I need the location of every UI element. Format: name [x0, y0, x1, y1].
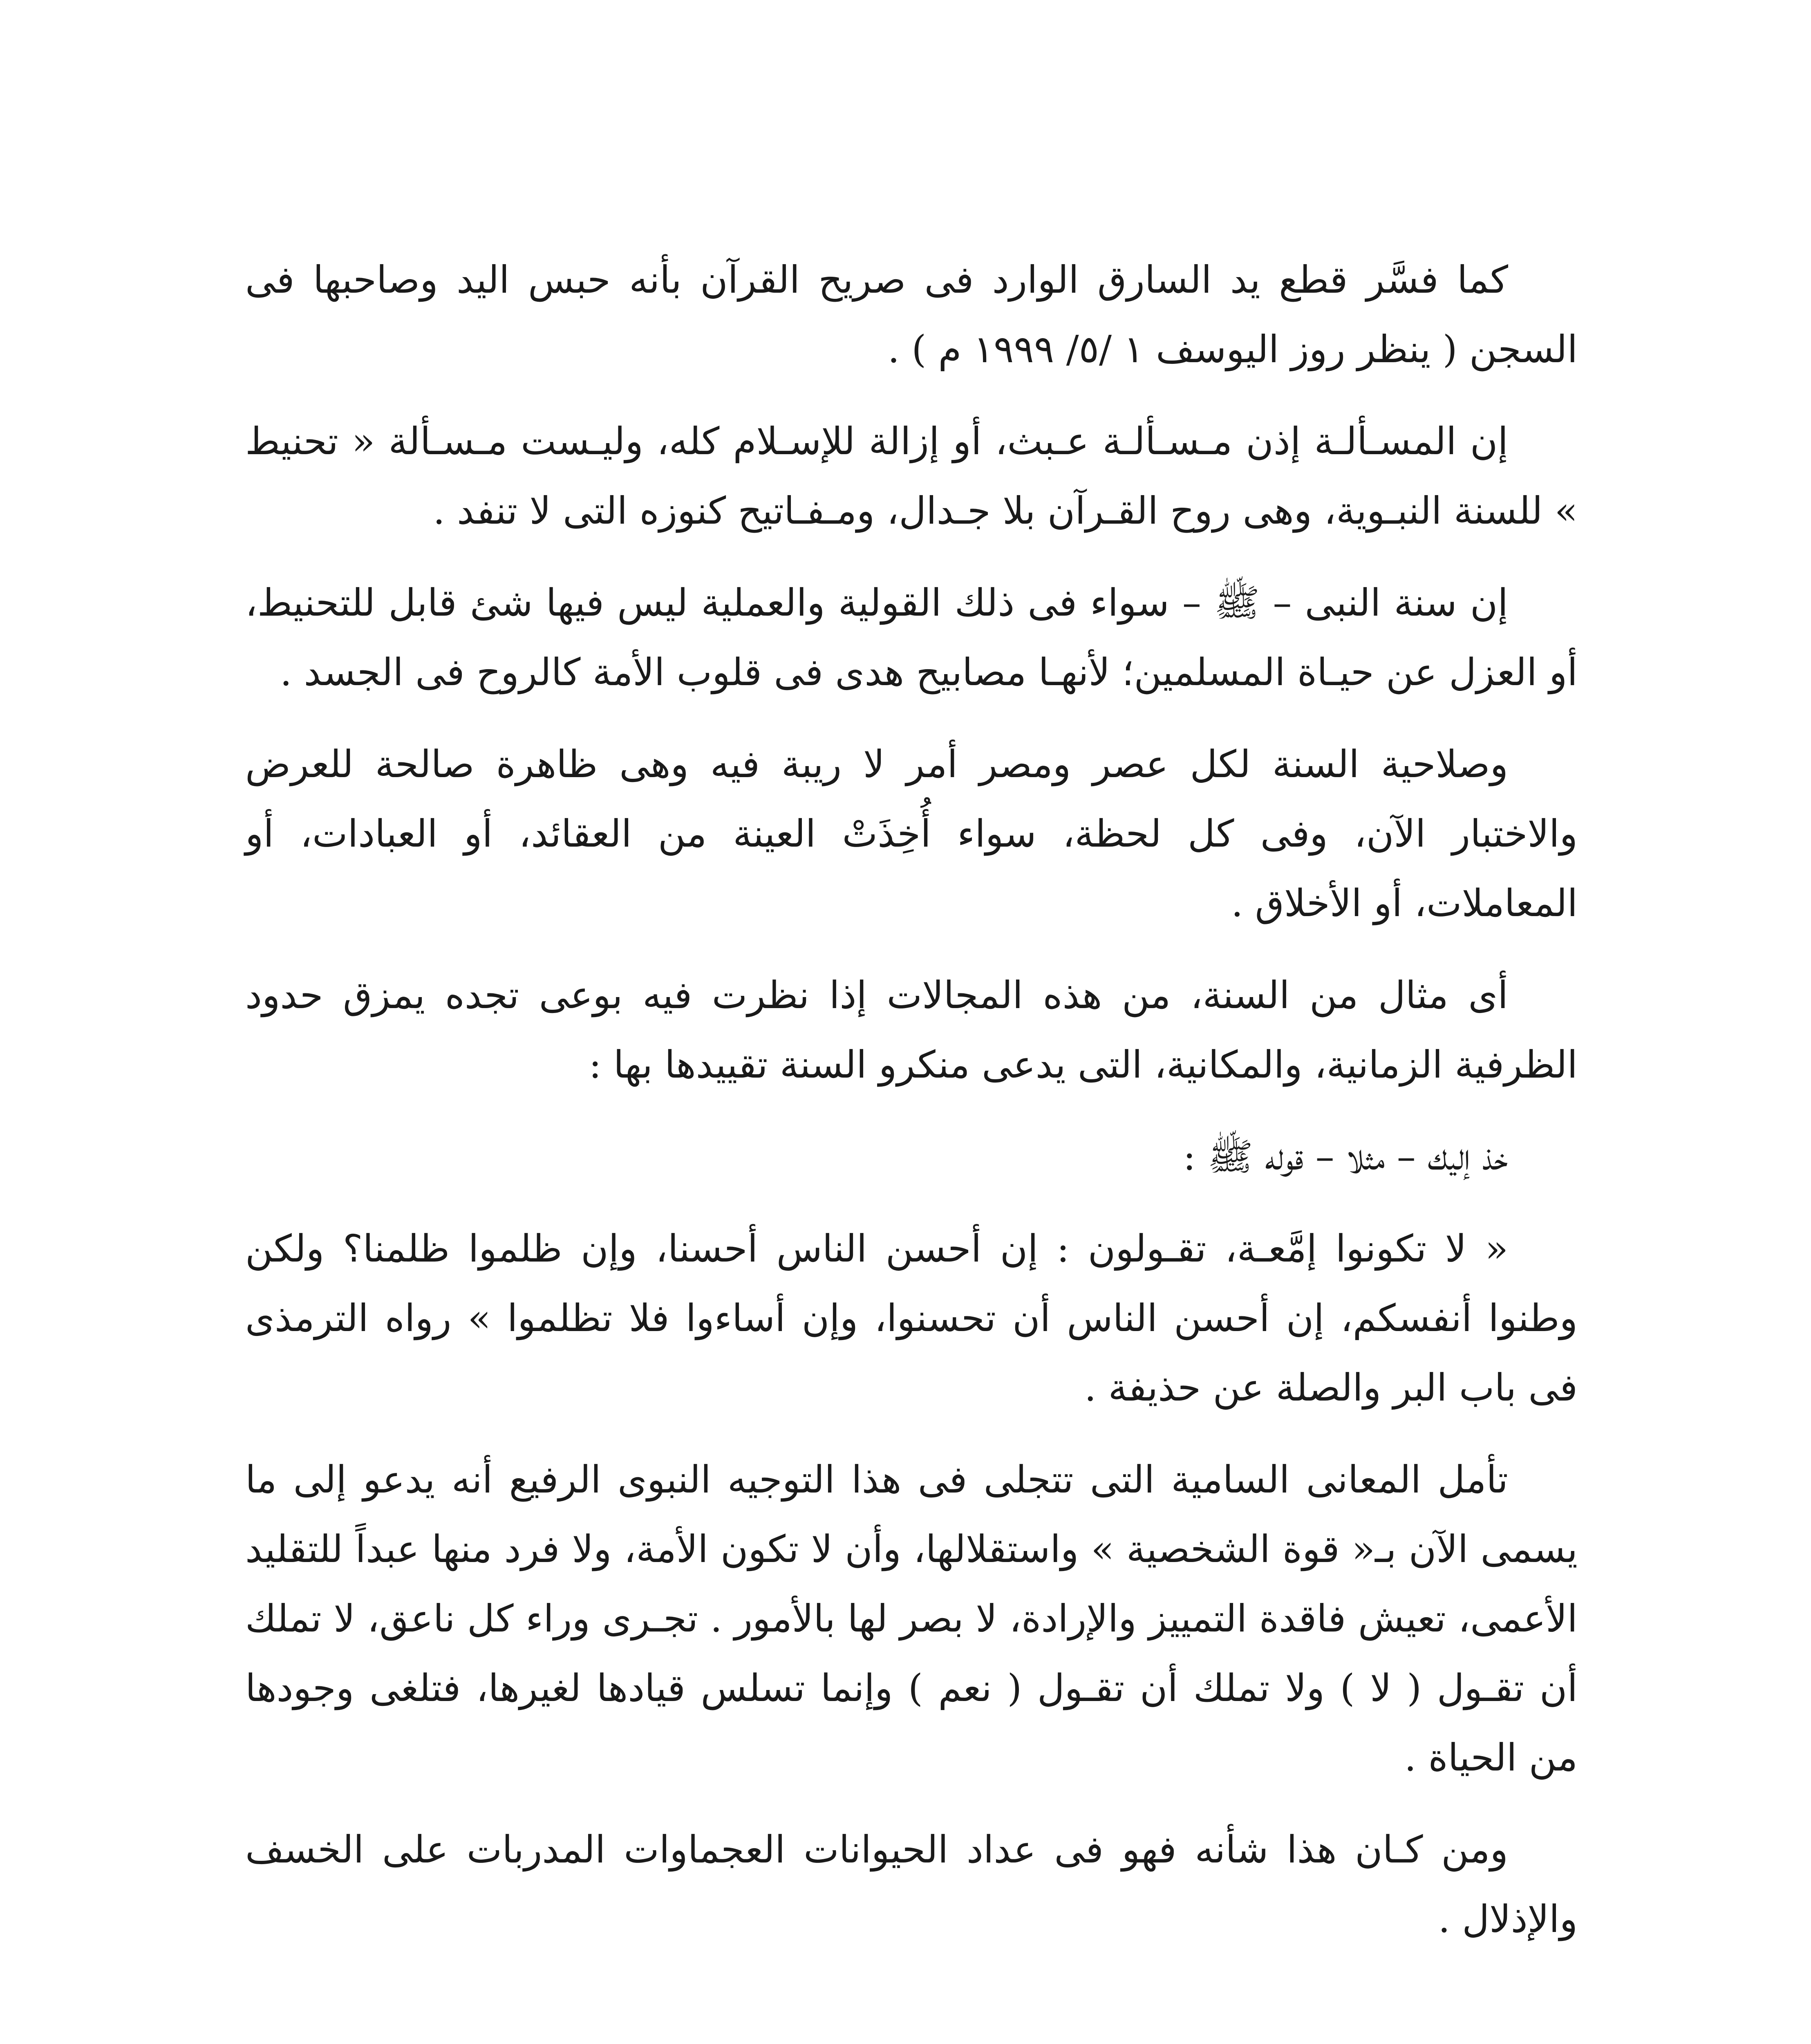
body-text [245, 245, 1578, 1977]
paragraph-6: خذ إليك – مثلا – قوله ﷺ : [1183, 1135, 1508, 1179]
paragraph-4: وصلاحية السنة لكل عصر ومصر أمر لا ريبة فيه وهى ظاهرة صالحة للعرض والاختبار الآن، وفى كل لحظة، سواء أُخِذَتْ العينة من العقائد، أو العبادات، أو المعاملات، أو الأخلاق . [245, 742, 1578, 925]
paragraph-5: أى مثال من السنة، من هذه المجالات إذا نظرت فيه بوعى تجده يمزق حدود الظرفية الزمانية، والمكانية، التى يدعى منكرو السنة تقييدها بها : [245, 973, 1578, 1087]
paragraph-7-quote: « لا تكونوا إمَّعـة، تقـولون : إن أحسن الناس أحسنا، وإن ظلموا ظلمنا؟ ولكن وطنوا أنفسكم، إن أحسن الناس أن تحسنوا، وإن أساءوا فلا تظلموا » رواه الترمذى فى باب البر والصلة عن حذيفة . [245, 1227, 1578, 1410]
paragraph-9: ومن كـان هذا شأنه فهو فى عداد الحيوانات العجماوات المدربات على الخسف والإذلال . [245, 1828, 1578, 1941]
paragraph-1: كما فسَّر قطع يد السارق الوارد فى صريح القرآن بأنه حبس اليد وصاحبها فى السجن ( ينظر روز اليوسف ١ /٥/ ١٩٩٩ م ) . [245, 258, 1578, 371]
paragraph-2: إن المسـألـة إذن مـسـألـة عـبث، أو إزالة للإسـلام كله، وليـست مـسـألة « تحنيط » للسنة النبـوية، وهى روح القـرآن بلا جـدال، ومـفـاتيح كنوزه التى لا تنفد . [245, 419, 1578, 533]
paragraph-3: إن سنة النبى – ﷺ – سواء فى ذلك القولية والعملية ليس فيها شئ قابل للتحنيط، أو العزل عن حيـاة المسلمين؛ لأنهـا مصابيح هدى فى قلوب الأمة كالروح فى الجسد . [245, 581, 1578, 694]
paragraph-8: تأمل المعانى السامية التى تتجلى فى هذا التوجيه النبوى الرفيع أنه يدعو إلى ما يسمى الآن بـ« قوة الشخصية » واستقلالها، وأن لا تكون الأمة، ولا فرد منها عبداً للتقليد الأعمى، تعيش فاقدة التمييز والإرادة، لا بصر لها بالأمور . تجـرى وراء كل ناعق، لا تملك أن تقـول ( لا ) ولا تملك أن تقـول ( نعم ) وإنما تسلس قيادها لغيرها، فتلغى وجودها من الحياة . [245, 1458, 1578, 1780]
